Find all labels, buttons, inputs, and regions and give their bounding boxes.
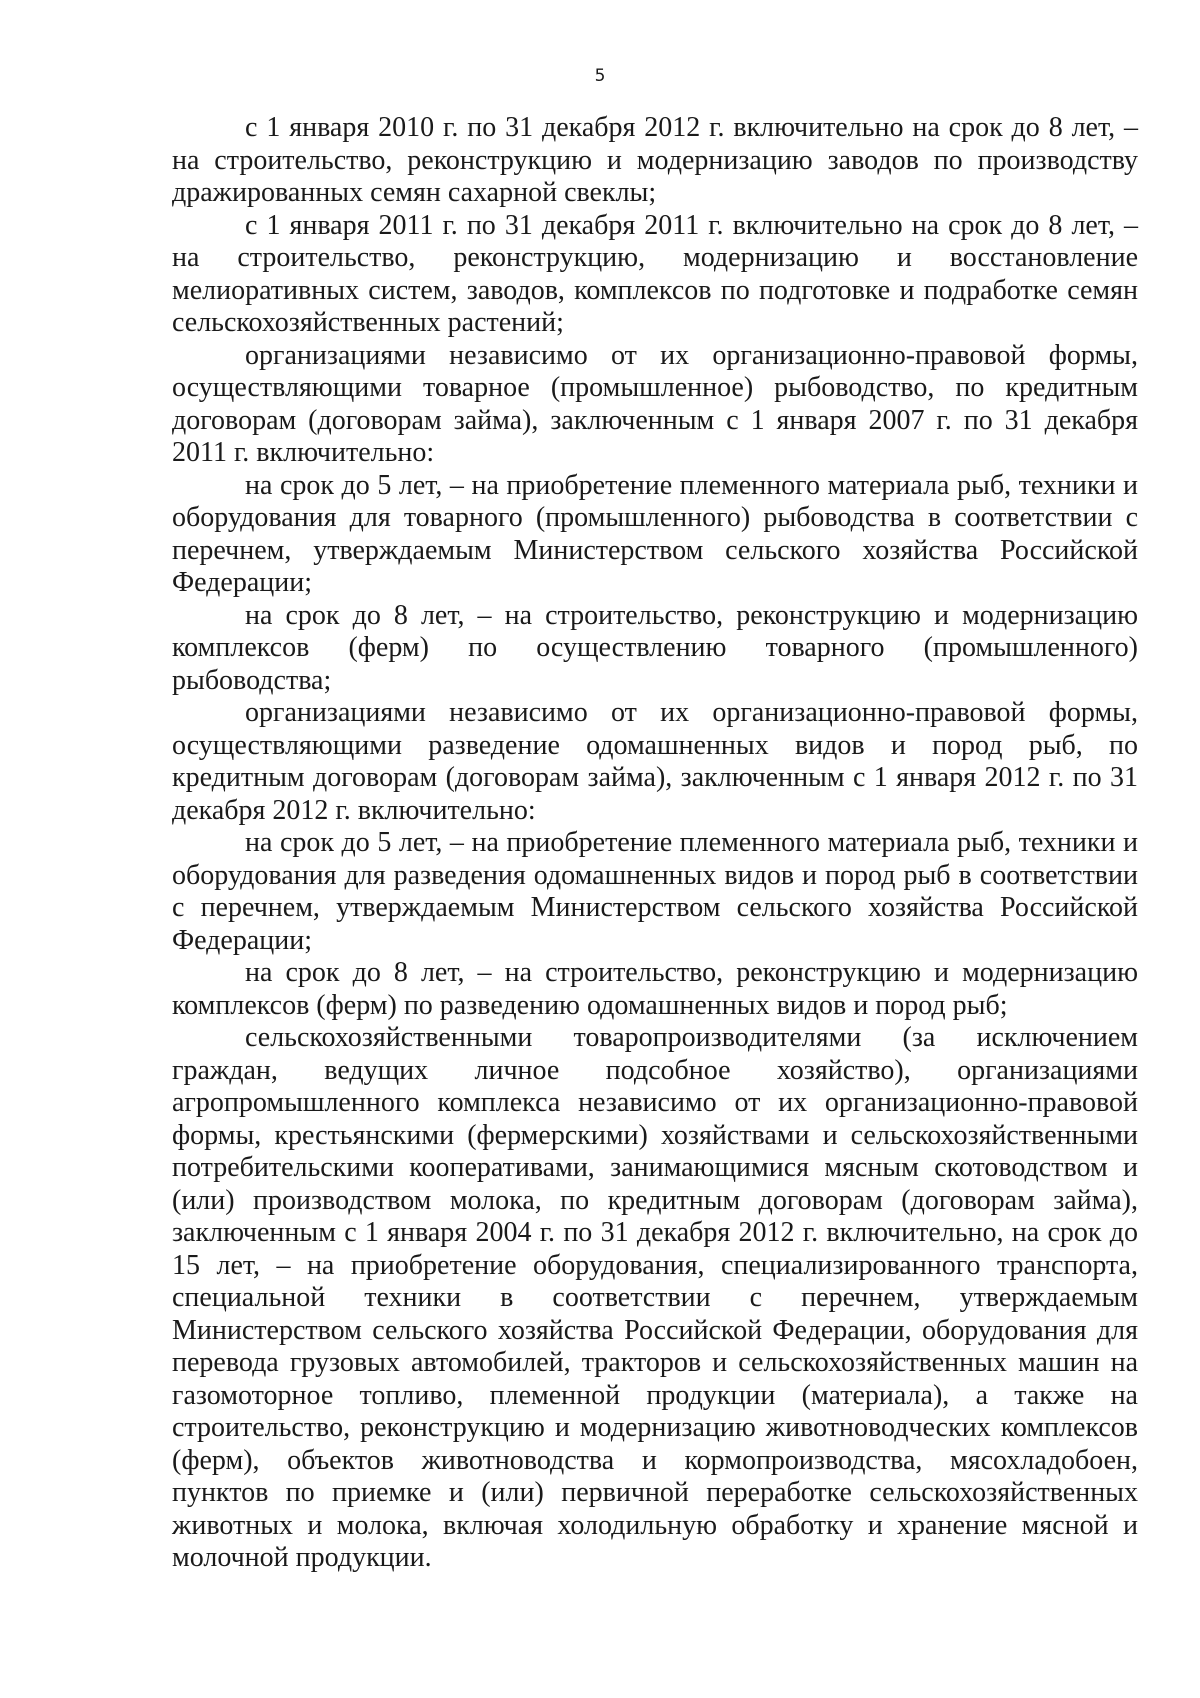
paragraph-domestic-fish-farms-8-years: на срок до 8 лет, – на строительство, реконструкцию и модернизацию комплексов (ферм) по разведению одомашненных видов и пород рыб; [172,957,1138,1021]
paragraph-domestic-fish-material-5-years: на срок до 5 лет, – на приобретение племенного материала рыб, техники и оборудования для разведения одомашненных видов и пород рыб в соответствии с перечнем, утверждаемым Министерством сельского хозяйства Российской Федерации; [172,827,1138,956]
paragraph-domestic-fish-breeding-organizations: организациями независимо от их организационно-правовой формы, осуществляющими разведение одомашненных видов и пород рыб, по кредитным договорам (договорам займа), заключенным с 1 января 2012 г. по 31 декабря 2012 г. включительно: [172,697,1138,826]
paragraph-fish-farms-8-years: на срок до 8 лет, – на строительство, реконструкцию и модернизацию комплексов (ферм) по осуществлению товарного (промышленного) рыбоводства; [172,599,1138,696]
paragraph-fish-farming-organizations: организациями независимо от их организационно-правовой формы, осуществляющими товарное (промышленное) рыбоводство, по кредитным договорам (договорам займа), заключенным с 1 января 2007 г. по 31 декабря 2011 г. включительно: [172,339,1138,468]
page-number: 5 [594,66,606,86]
document-body [172,112,1138,1575]
paragraph-sugar-beet-seeds: с 1 января 2010 г. по 31 декабря 2012 г. включительно на срок до 8 лет, – на строительство, реконструкцию и модернизацию заводов по производству дражированных семян сахарной свеклы; [172,112,1138,208]
paragraph-livestock-producers: сельскохозяйственными товаропроизводителями (за исключением граждан, ведущих личное подсобное хозяйство), организациями агропромышленного комплекса независимо от их организационно-правовой формы, крестьянскими (фермерскими) хозяйствами и сельскохозяйственными потребительскими кооперативами, занимающимися мясным скотоводством и (или) производством молока, по кредитным договорам (договорам займа), заключенным с 1 января 2004 г. по 31 декабря 2012 г. включительно, на срок до 15 лет, – на приобретение оборудования, специализированного транспорта, специальной техники в соответствии с перечнем, утверждаемым Министерством сельского хозяйства Российской Федерации, оборудования для перевода грузовых автомобилей, тракторов и сельскохозяйственных машин на газомоторное топливо, племенной продукции (материала), а также на строительство, реконструкцию и модернизацию животноводческих комплексов (ферм), объектов животноводства и кормопроизводства, мясохладобоен, пунктов по приемке и (или) первичной переработке сельскохозяйственных животных и молока, включая холодильную обработку и хранение мясной и молочной продукции. [172,1022,1138,1573]
paragraph-fish-breeding-material-5-years: на срок до 5 лет, – на приобретение племенного материала рыб, техники и оборудования для товарного (промышленного) рыбоводства в соответствии с перечнем, утверждаемым Министерством сельского хозяйства Российской Федерации; [172,469,1138,598]
paragraph-melioration-systems: с 1 января 2011 г. по 31 декабря 2011 г. включительно на срок до 8 лет, – на строительство, реконструкцию, модернизацию и восстановление мелиоративных систем, заводов, комплексов по подготовке и подработке семян сельскохозяйственных растений; [172,209,1138,338]
